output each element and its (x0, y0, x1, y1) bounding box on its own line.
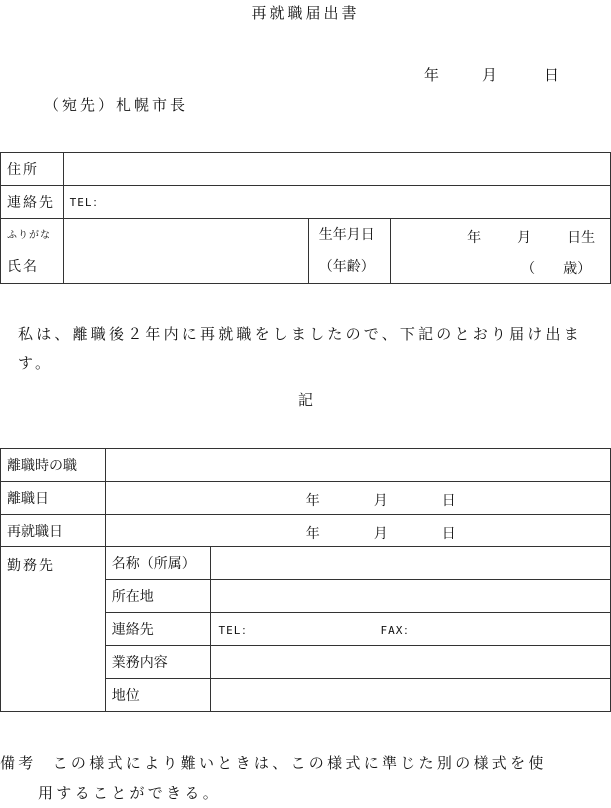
statement-text: 私は、離職後２年内に再就職をしましたので、下記のとおり届け出ます。 (18, 325, 582, 372)
job-at-leaving-label: 離職時の職 (1, 449, 106, 482)
remarks (0, 748, 611, 808)
birthdate-field[interactable] (391, 219, 611, 250)
date-year-label: 年 (424, 66, 440, 84)
furigana-label: ふりがな (7, 230, 51, 242)
duties-field[interactable] (210, 646, 611, 679)
position-label: 地位 (105, 679, 210, 712)
reemployment-month-label: 月 (373, 526, 388, 542)
name-label: 氏名 (1, 250, 64, 284)
applicant-table (0, 152, 611, 284)
name-field[interactable] (63, 219, 308, 284)
ki-heading: 記 (297, 391, 313, 409)
leaving-date-label: 離職日 (1, 482, 106, 515)
workplace-name-field[interactable] (210, 547, 611, 580)
remarks-label: 備考 (0, 754, 37, 772)
age-open-paren: （ (521, 260, 536, 277)
contact-field[interactable] (63, 186, 610, 219)
statement-paragraph (0, 320, 611, 378)
remarks-line-1 (0, 748, 611, 778)
workplace-fax-label: FAX： (380, 624, 416, 637)
reemployment-day-label: 日 (441, 526, 456, 542)
remarks-text-1: この様式により難いときは、この様式に準じた別の様式を使 (52, 754, 547, 772)
birth-day-label: 日生 (567, 230, 596, 246)
workplace-label: 勤務先 (1, 547, 106, 712)
age-field[interactable] (391, 250, 611, 284)
workplace-name-label: 名称（所属） (105, 547, 210, 580)
workplace-contact-field[interactable] (210, 613, 611, 646)
address-label: 住所 (1, 153, 64, 186)
remarks-text-2: 用することができる。 (38, 784, 222, 802)
leaving-day-label: 日 (441, 493, 456, 509)
document-title: 再就職届出書 (251, 4, 360, 22)
leaving-date-field[interactable] (105, 482, 610, 515)
birth-year-label: 年 (467, 230, 482, 246)
reemployment-date-field[interactable] (105, 515, 610, 547)
workplace-contact-label: 連絡先 (105, 613, 210, 646)
addressee: （宛先）札幌市長 (44, 96, 189, 114)
contact-label: 連絡先 (1, 186, 64, 219)
leaving-month-label: 月 (373, 493, 388, 509)
submission-date (0, 64, 611, 84)
workplace-location-label: 所在地 (105, 580, 210, 613)
reemployment-year-label: 年 (305, 526, 320, 542)
employment-table (0, 448, 611, 712)
leaving-year-label: 年 (305, 493, 320, 509)
workplace-location-field[interactable] (210, 580, 611, 613)
position-field[interactable] (210, 679, 611, 712)
age-label: （年齢） (308, 250, 390, 284)
reemployment-date-label: 再就職日 (1, 515, 106, 547)
workplace-tel-label: TEL： (218, 624, 254, 637)
date-day-label: 日 (544, 66, 560, 84)
age-unit-label: 歳） (563, 260, 592, 277)
birthdate-label: 生年月日 (308, 219, 390, 250)
date-month-label: 月 (482, 66, 498, 84)
tel-label: TEL： (69, 196, 105, 209)
birth-month-label: 月 (517, 230, 532, 246)
address-field[interactable] (63, 153, 610, 186)
duties-label: 業務内容 (105, 646, 210, 679)
job-at-leaving-field[interactable] (105, 449, 610, 482)
